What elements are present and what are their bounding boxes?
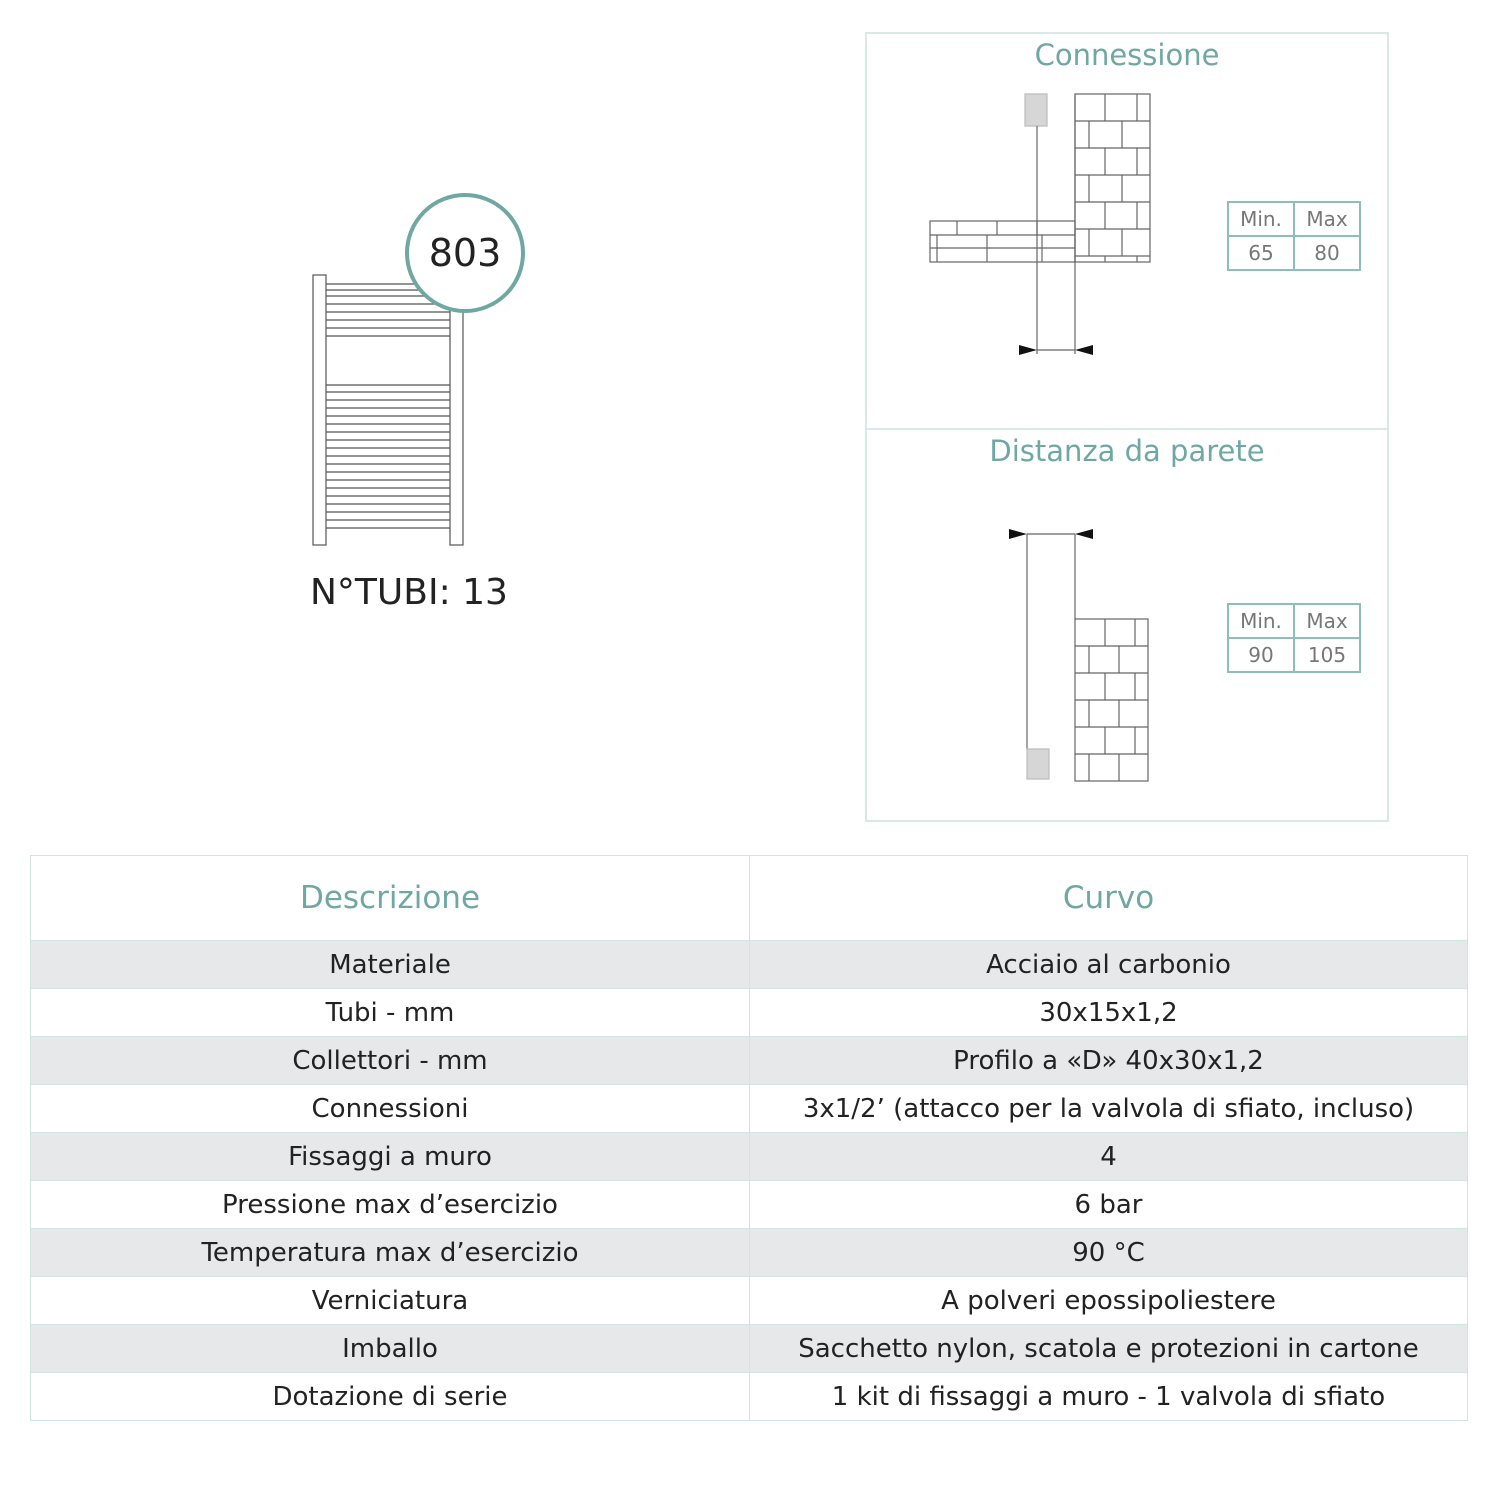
model-number: 803 <box>428 231 502 275</box>
table-row <box>31 989 1468 1037</box>
table-row <box>31 1181 1468 1229</box>
radiator-illustration <box>290 180 550 630</box>
spec-header-row <box>31 856 1468 941</box>
spec-property: Fissaggi a muro <box>31 1133 750 1181</box>
spec-property: Collettori - mm <box>31 1037 750 1085</box>
wall-distance-max-label: Max <box>1294 604 1360 638</box>
table-row <box>31 941 1468 989</box>
connection-measure-table <box>1227 201 1361 271</box>
table-row <box>31 1133 1468 1181</box>
spec-value: 30x15x1,2 <box>750 989 1468 1037</box>
table-row <box>31 1085 1468 1133</box>
connection-title: Connessione <box>1034 38 1220 72</box>
spec-header-model: Curvo <box>750 856 1468 941</box>
spec-property: Imballo <box>31 1325 750 1373</box>
spec-property: Temperatura max d’esercizio <box>31 1229 750 1277</box>
table-row <box>31 1373 1468 1421</box>
spec-property: Verniciatura <box>31 1277 750 1325</box>
connection-max-value: 80 <box>1294 236 1360 270</box>
spec-value: 4 <box>750 1133 1468 1181</box>
model-badge <box>405 193 525 313</box>
spec-property: Connessioni <box>31 1085 750 1133</box>
wall-distance-max-value: 105 <box>1294 638 1360 672</box>
spec-property: Materiale <box>31 941 750 989</box>
installation-panel <box>865 32 1389 822</box>
radiator-tubes <box>326 284 450 528</box>
spec-property: Dotazione di serie <box>31 1373 750 1421</box>
installation-diagrams <box>867 34 1387 820</box>
wall-pipe-stub <box>1027 749 1049 779</box>
right-collector <box>450 275 463 545</box>
table-row <box>31 1277 1468 1325</box>
wall-distance-min-value: 90 <box>1228 638 1294 672</box>
tubes-count-label: N°TUBI: 13 <box>310 572 508 613</box>
wall-distance-measure-table <box>1227 603 1361 673</box>
spec-value: 6 bar <box>750 1181 1468 1229</box>
table-row <box>31 1037 1468 1085</box>
wall-distance-diagram <box>1009 529 1148 781</box>
spec-value: 1 kit di fissaggi a muro - 1 valvola di sfiato <box>750 1373 1468 1421</box>
spec-property: Pressione max d’esercizio <box>31 1181 750 1229</box>
wall-distance-min-label: Min. <box>1228 604 1294 638</box>
spec-value: 3x1/2’ (attacco per la valvola di sfiato, incluso) <box>750 1085 1468 1133</box>
spec-value: A polveri epossipoliestere <box>750 1277 1468 1325</box>
spec-value: Sacchetto nylon, scatola e protezioni in cartone <box>750 1325 1468 1373</box>
connection-pipe-stub <box>1025 94 1047 126</box>
table-row <box>31 1229 1468 1277</box>
left-collector <box>313 275 326 545</box>
table-row <box>31 1325 1468 1373</box>
connection-max-label: Max <box>1294 202 1360 236</box>
connection-diagram <box>930 94 1150 355</box>
spec-property: Tubi - mm <box>31 989 750 1037</box>
spec-value: 90 °C <box>750 1229 1468 1277</box>
specification-table <box>30 855 1468 1421</box>
wall-distance-title: Distanza da parete <box>989 434 1265 468</box>
spec-value: Profilo a «D» 40x30x1,2 <box>750 1037 1468 1085</box>
spec-value: Acciaio al carbonio <box>750 941 1468 989</box>
spec-header-description: Descrizione <box>31 856 750 941</box>
connection-min-value: 65 <box>1228 236 1294 270</box>
connection-min-label: Min. <box>1228 202 1294 236</box>
